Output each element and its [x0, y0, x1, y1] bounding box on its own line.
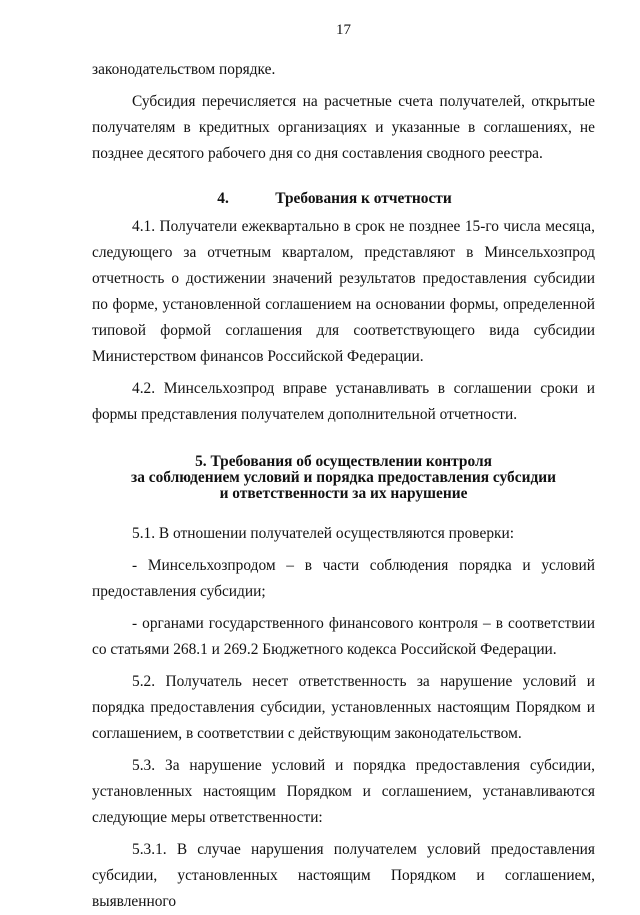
section-4-title: Требования к отчетности [275, 190, 452, 207]
paragraph-5-1: 5.1. В отношении получателей осуществляются проверки: [132, 525, 514, 542]
section-5-title-line: за соблюдением условий и порядка предоставления субсидии [131, 469, 556, 486]
paragraph-5-1-item-ministry: - Минсельхозпродом – в части соблюдения порядка и условий предоставления субсидии; [92, 557, 595, 600]
paragraph-5-1-item-control-bodies: - органами государственного финансового контроля – в соответствии со статьями 268.1 и 269.2 Бюджетного кодекса Российской Федерации. [92, 615, 595, 658]
section-5-title-line: и ответственности за их нарушение [219, 485, 468, 502]
paragraph-4-1: 4.1. Получатели ежеквартально в срок не позднее 15-го числа месяца, следующего за отчетным кварталом, представляют в Минсельхозпрод отчетность о достижении значений результатов предоставления субсидии по форме, установленной соглашением на основании формы, определенной типовой формой соглашения для соответствующего вида субсидии Министерством финансов Российской Федерации. [92, 218, 595, 365]
document-body [92, 57, 595, 915]
section-5-heading [92, 454, 595, 502]
paragraph-5-2: 5.2. Получатель несет ответственность за нарушение условий и порядка предоставления субсидии, установленных настоящим Порядком и соглашением, в соответствии с действующим законодательством. [92, 673, 595, 742]
paragraph-4-2: 4.2. Минсельхозпрод вправе устанавливать в соглашении сроки и формы представления получателем дополнительной отчетности. [92, 380, 595, 423]
paragraph-subsidy-transfer: Субсидия перечисляется на расчетные счета получателей, открытые получателям в кредитных организациях и указанные в соглашениях, не позднее десятого рабочего дня со дня составления сводного реестра. [92, 93, 595, 162]
paragraph-5-3-1: 5.3.1. В случае нарушения получателем условий предоставления субсидии, установленных настоящим Порядком и соглашением, выявленного [92, 841, 595, 910]
paragraph-continuation: законодательством порядке. [92, 61, 276, 78]
paragraph-5-3: 5.3. За нарушение условий и порядка предоставления субсидии, установленных настоящим Порядком и соглашением, устанавливаются следующие меры ответственности: [92, 757, 595, 826]
section-5-title-line: 5. Требования об осуществлении контроля [195, 453, 492, 470]
section-4-heading [92, 186, 595, 212]
page-number: 17 [336, 22, 351, 38]
section-4-number: 4. [217, 190, 229, 207]
